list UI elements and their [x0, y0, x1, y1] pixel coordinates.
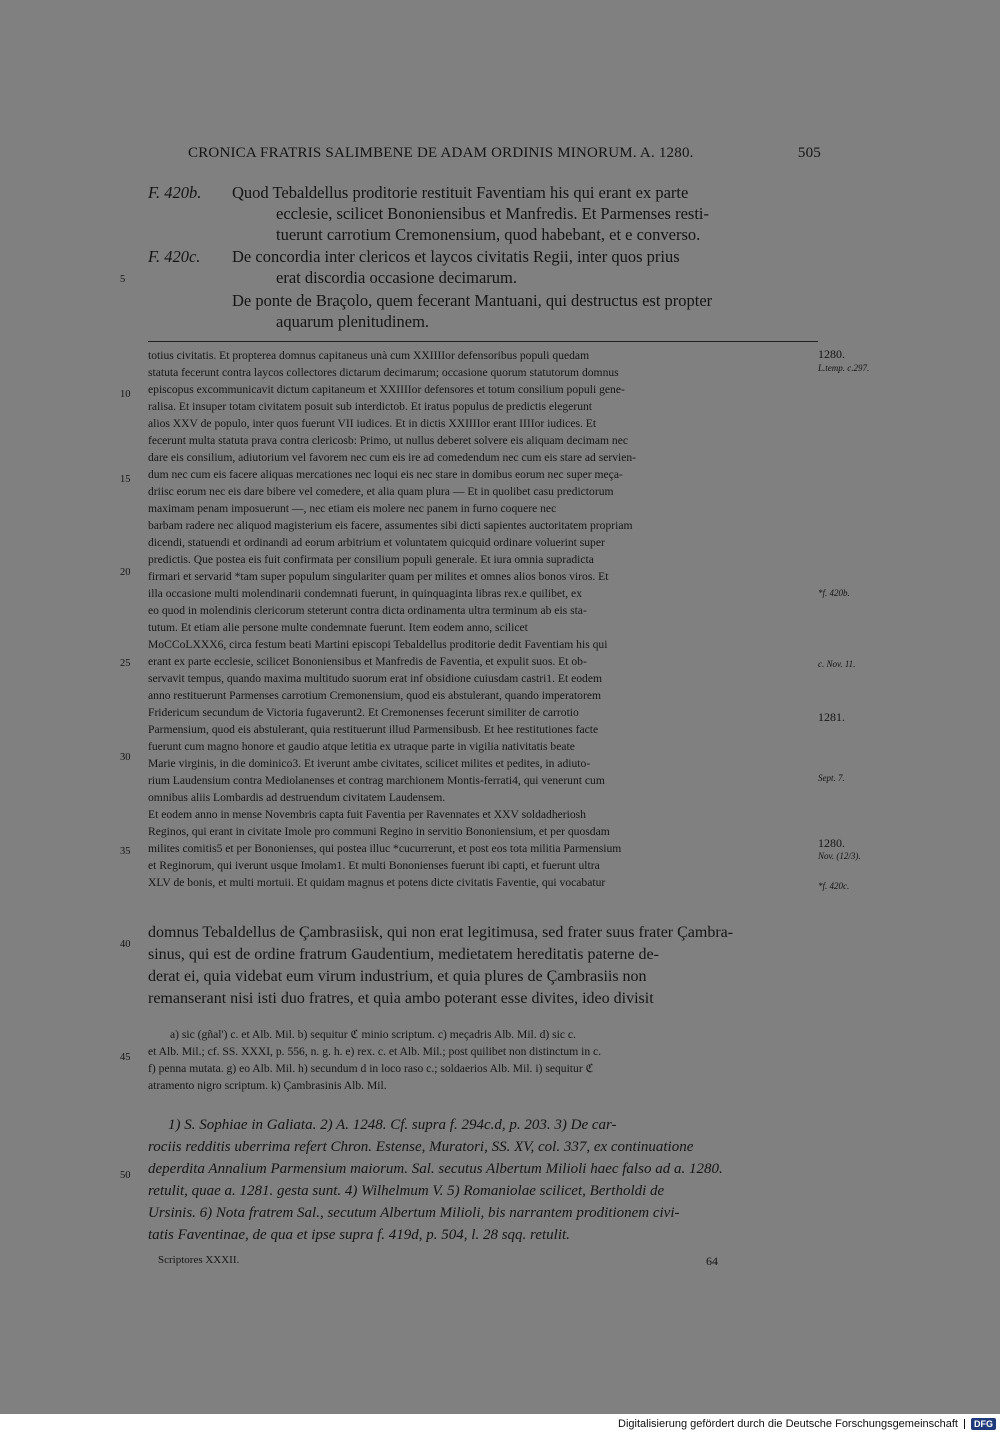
text-line: milites comitis5 et per Bononienses, qui postea illuc *cucurrerunt, et post eos tota militia Parmensium [148, 842, 622, 855]
text-line: episcopus excommunicavit dictum capitaneum et XXIIIIor defensores et totum consilium populi gene- [148, 383, 625, 396]
line-number: 10 [120, 389, 131, 400]
line-number: 40 [120, 939, 131, 950]
toc-line: De ponte de Braçolo, quem fecerant Mantuani, qui destructus est propter [232, 291, 713, 310]
editorial-note: tatis Faventinae, de qua et ipse supra f. 419d, p. 504, l. 28 sqq. retulit. [148, 1227, 570, 1243]
text-line: barbam radere nec aliquod magisterium eis facere, assumentes sibi dicti sapientes auctoritatem propriam [148, 519, 633, 532]
apparatus-line: atramento nigro scriptum. k) Çambrasinis Alb. Mil. [148, 1079, 387, 1092]
apparatus-line: a) sic (gñal') c. et Alb. Mil. b) sequitur ℭ minio scriptum. c) meçadris Alb. Mil. d) sic c. [170, 1028, 576, 1041]
separator-rule [148, 341, 818, 342]
toc-line: De concordia inter clericos et laycos civitatis Regii, inter quos prius [232, 247, 680, 266]
text-line: ralisa. Et insuper totam civitatem posuit sub interdictob. Et iratus populus de predictis elegerunt [148, 400, 593, 413]
apparatus-line: et Alb. Mil.; cf. SS. XXXI, p. 556, n. g. h. e) rex. c. et Alb. Mil.; post quilibet non distinctum in c. [148, 1045, 602, 1058]
editorial-note: 1) S. Sophiae in Galiata. 2) A. 1248. Cf. supra f. 294c.d, p. 203. 3) De car- [168, 1117, 617, 1133]
editorial-note: retulit, quae a. 1281. gesta sunt. 4) Wilhelmum V. 5) Romaniolae scilicet, Bertholdi de [148, 1183, 665, 1199]
toc-line: erat discordia occasione decimarum. [276, 268, 517, 287]
line-number: 20 [120, 567, 131, 578]
margin-note: c. Nov. 11. [818, 659, 856, 669]
toc-line: aquarum plenitudinem. [276, 312, 430, 331]
line-number: 15 [120, 474, 131, 485]
running-title: CRONICA FRATRIS SALIMBENE DE ADAM ORDINIS MINORUM. A. 1280. [188, 145, 694, 161]
text-line: tutum. Et etiam alie persone multe condemnate fuerunt. Item eodem anno, scilicet [148, 621, 528, 634]
dfg-logo-icon: DFG [971, 1418, 996, 1430]
text-line: XLV de bonis, et multi mortuii. Et quidam magnus et potens dicte civitatis Faventie, qui vocabatur [148, 876, 606, 889]
text-line: alios XXV de populo, inter quos fuerunt VII iudices. Et in dictis XXIIIIor erant IIIIor iudices. Et [148, 417, 597, 430]
apparatus-line: f) penna mutata. g) eo Alb. Mil. h) secundum d in loco raso c.; soldaerios Alb. Mil. i) sequitur ℭ [148, 1062, 594, 1075]
line-number: 30 [120, 752, 131, 763]
text-line: firmari et servarid *tam super populum singulariter quam per milites et omnes alios bonos viros. Et [148, 570, 609, 583]
text-line: Marie virginis, in die dominico3. Et iverunt ambe civitates, scilicet milites et pedites, in adiuto- [148, 757, 591, 770]
text-line: predictis. Que postea eis fuit confirmata per consilium populi generale. Et iura omnia supradicta [148, 553, 594, 566]
text-line: illa occasione multi molendinarii condemnati fuerunt, in quinquaginta libras rex.e quilibet, ex [148, 587, 583, 600]
text-line: et Reginorum, qui iverunt usque Imolam1. Et multi Bononienses fuerunt ibi capti, et fuerunt ultra [148, 859, 600, 872]
text-line: Parmensium, quod eis abstulerant, quia restituerunt illud Parmensibusb. Et hee restitutiones facte [148, 723, 599, 736]
credit-divider [964, 1419, 965, 1429]
editorial-note: rociis redditis uberrima refert Chron. Estense, Muratori, SS. XV, col. 337, ex continuatione [148, 1139, 694, 1155]
volume-signature: Scriptores XXXII. [158, 1254, 240, 1266]
page-number: 505 [797, 145, 821, 161]
folio-ref: F. 420c. [148, 247, 201, 266]
toc-line: tuerunt carrotium Cremonensium, quod habebant, et e converso. [276, 225, 701, 244]
text-line: servavit tempus, quando maxima multitudo suorum erat inf obsidione cuiusdam castri1. Et eodem [148, 672, 602, 685]
text-line: fecerunt multa statuta prava contra clericosb: Primo, ut nullus deberet solvere eis aliquam decimam nec [148, 434, 629, 447]
editorial-note: deperdita Annalium Parmensium maiorum. Sal. secutus Albertum Milioli haec falso ad a. 1280. [148, 1161, 723, 1177]
text-line: statuta fecerunt contra laycos collectores dictarum decimarum; occasione quorum statutorum domnus [148, 366, 619, 379]
folio-ref: F. 420b. [148, 183, 202, 202]
text-line: fuerunt cum magno honore et gaudio atque letitia ex utraque parte in vigilia nativitatis beate [148, 740, 575, 753]
margin-year: 1281. [818, 710, 845, 724]
text-line: omnibus aliis Lombardis ad destruendum civitatem Laudensem. [148, 791, 446, 804]
credit-text: Digitalisierung gefördert durch die Deutsche Forschungsgemeinschaft [618, 1418, 958, 1430]
text-line: derat ei, quia videbat eum virum industrium, et quia plures de Çambrasiis non [148, 968, 647, 985]
toc-line: ecclesie, scilicet Bononiensibus et Manfredis. Et Parmenses resti- [276, 204, 710, 223]
funding-credit [618, 1416, 996, 1432]
margin-note: Nov. (12/3). [818, 851, 861, 861]
line-number: 5 [120, 274, 126, 285]
text-line: Fridericum secundum de Victoria fugaverunt2. Et Cremonenses fecerunt similiter de carrotio [148, 706, 579, 719]
text-line: eo quod in molendinis clericorum steterunt contra dicta ordinamenta ultra terminum ab eis sta- [148, 604, 587, 617]
text-line: maximam penam imposuerunt —, nec etiam eis molere nec panem in furno coquere nec [148, 502, 557, 515]
text-line: domnus Tebaldellus de Çambrasiisk, qui non erat legitimusa, sed frater suus frater Çambra- [148, 924, 734, 941]
margin-year: 1280. [818, 347, 845, 361]
text-line: dum nec cum eis facere aliquas mercationes nec loqui eis nec stare in domibus eorum nec super meça- [148, 468, 623, 481]
text-line: Et eodem anno in mense Novembris capta fuit Faventia per Ravennates et XXV soldadheriosh [148, 808, 586, 821]
text-line: MoCCoLXXX6, circa festum beati Martini episcopi Tebaldellus proditorie dedit Faventiam his qui [148, 638, 608, 651]
margin-note: Sept. 7. [818, 773, 845, 783]
text-line: Reginos, qui erant in civitate Imole pro communi Regino in servitio Bononiensium, et per quosdam [148, 825, 610, 838]
text-line: totius civitatis. Et propterea domnus capitaneus unà cum XXIIIIor defensoribus populi quedam [148, 349, 590, 362]
line-number: 50 [120, 1170, 131, 1181]
margin-note: *f. 420c. [818, 881, 850, 891]
text-line: rium Laudensium contra Mediolanenses et contrag marchionem Montis-ferrati4, qui venerunt cum [148, 774, 605, 787]
text-line: driisc eorum nec eis dare bibere vel comedere, et alia quam plura — Et in quolibet casu predictorum [148, 485, 614, 498]
text-line: erant ex parte ecclesie, scilicet Bononiensibus et Manfredis de Faventia, et expulit suos. Et ob- [148, 655, 587, 668]
running-header [188, 145, 821, 162]
text-line: anno restituerunt Parmenses carrotium Cremonensium, quod eis abstulerant, quando imperatorem [148, 689, 602, 702]
text-line: dicendi, statuendi et ordinandi ad eorum arbitrium et voluntatem quicquid ordinare voluerint super [148, 536, 605, 549]
text-line: sinus, qui est de ordine fratrum Gaudentium, medietatem hereditatis paterne de- [148, 946, 659, 963]
margin-note: L.temp. c.297. [818, 363, 870, 373]
margin-note: *f. 420b. [818, 588, 850, 598]
line-number: 35 [120, 846, 131, 857]
sheet-number: 64 [706, 1254, 718, 1268]
line-number: 45 [120, 1052, 131, 1063]
editorial-note: Ursinis. 6) Nota fratrem Sal., secutum Albertum Milioli, bis narrantem proditionem civi- [148, 1205, 680, 1221]
toc-line: Quod Tebaldellus proditorie restituit Faventiam his qui erant ex parte [232, 183, 689, 202]
margin-year: 1280. [818, 836, 845, 850]
line-number: 25 [120, 658, 131, 669]
text-line: dare eis consilium, adiutorium vel favorem nec cum eis ire ad comedendum nec cum eis stare ad servien- [148, 451, 637, 464]
text-line: remanserant nisi isti duo fratres, et quia ambo poterant esse divites, ideo divisit [148, 990, 654, 1007]
